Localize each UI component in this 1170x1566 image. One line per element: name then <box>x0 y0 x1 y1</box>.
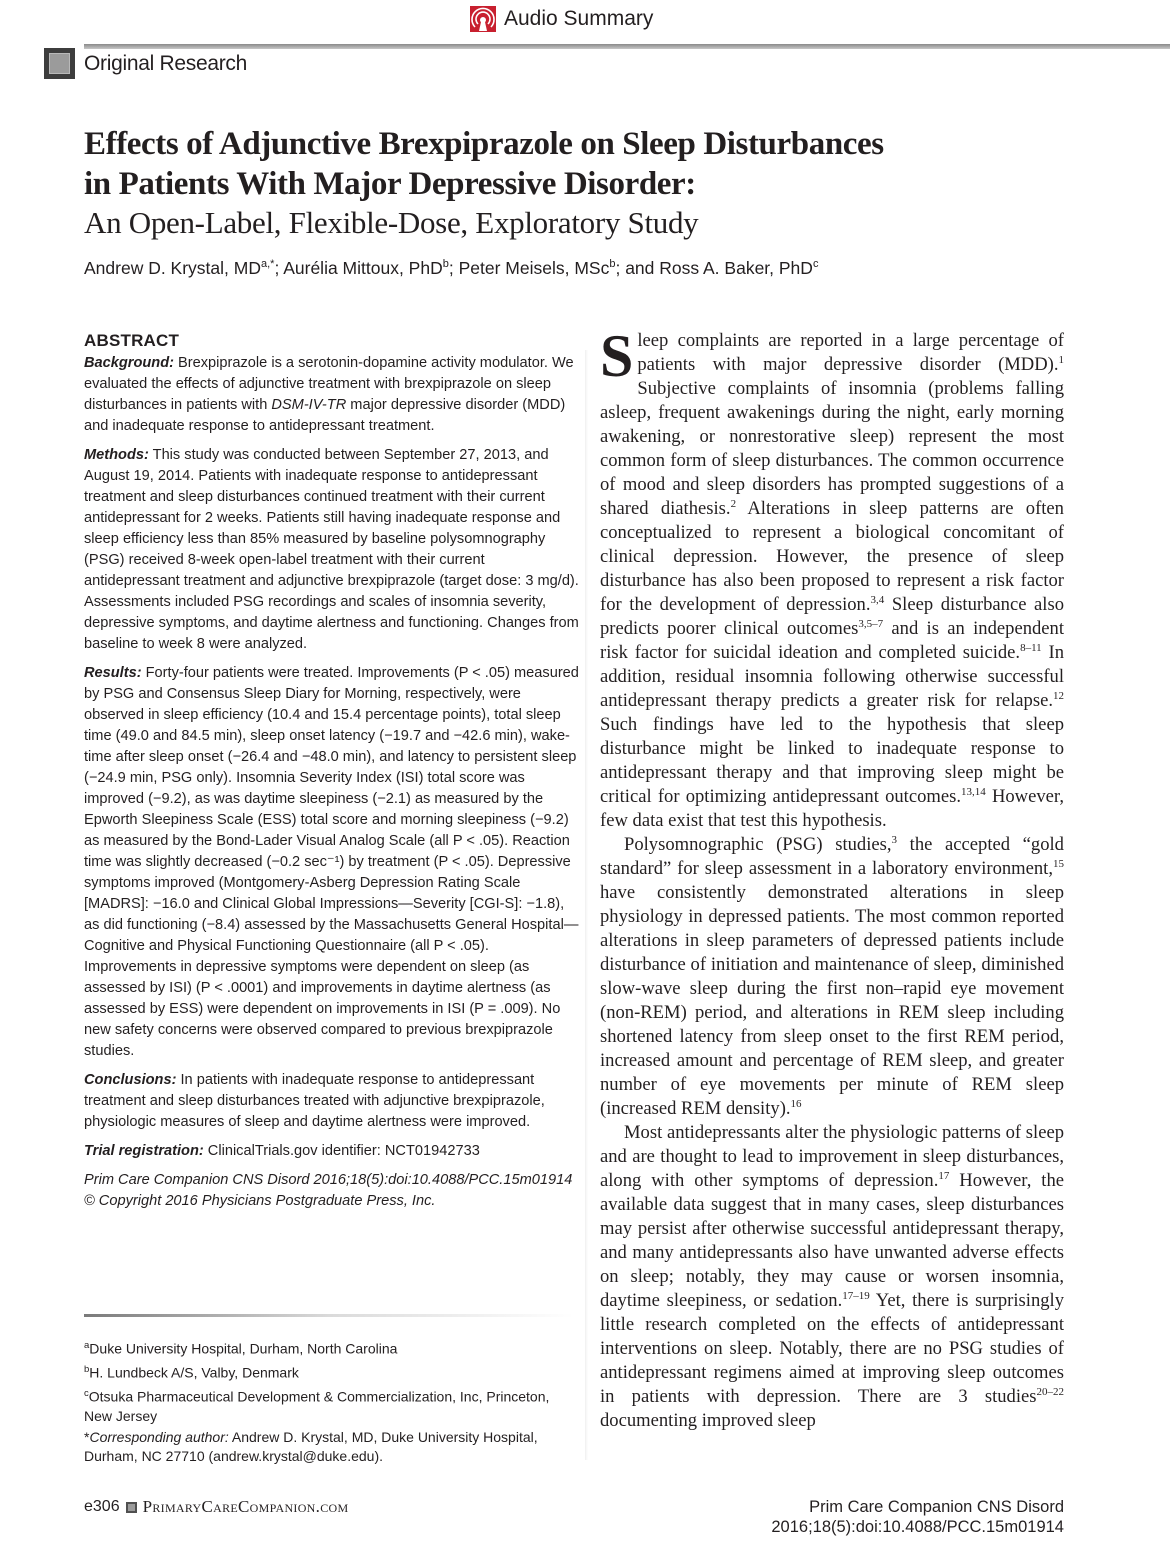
reference-superscript: 20–22 <box>1036 1385 1064 1398</box>
abstract <box>84 330 580 1212</box>
abstract-methods: Methods: This study was conducted between September 27, 2013, and August 19, 2014. Patients with inadequate response to antidepressant treatment and sleep disturbances continued treatment with their current antidepressant for 2 weeks. Patients still having inadequate response and sleep efficiency less than 85% measured by baseline polysomnography (PSG) received 8-week open-label treatment with their current antidepressant treatment and adjunctive brexpiprazole (target dose: 3 mg/d). Assessments included PSG recordings and scales of insomnia severity, depressive symptoms, and daytime alertness and functioning. Changes from baseline to week 8 were analyzed. <box>84 447 579 652</box>
section-label: Original Research <box>84 52 247 75</box>
abstract-conclusions: Conclusions: In patients with inadequate response to antidepressant treatment and sleep disturbances treated with adjunctive brexpiprazole, physiologic measures of sleep and daytime alertness were improved. <box>84 1072 545 1130</box>
column-divider <box>585 350 588 1460</box>
reference-superscript: 17 <box>938 1169 950 1182</box>
title-line-2: in Patients With Major Depressive Disorder: <box>84 166 696 202</box>
audio-broadcast-icon <box>470 6 496 32</box>
reference-superscript: 1 <box>1058 353 1064 366</box>
title-line-1: Effects of Adjunctive Brexpiprazole on Sleep Disturbances <box>84 126 884 162</box>
reference-superscript: 13,14 <box>960 785 986 798</box>
corresponding-author: *Corresponding author: Andrew D. Krystal, MD, Duke University Hospital, Durham, NC 27710 (andrew.krystal@duke.edu). <box>84 1428 538 1465</box>
author: Aurélia Mittoux, PhD$^b$ <box>283 258 449 278</box>
abstract-background: Background: Brexpiprazole is a serotonin-dopamine activity modulator. We evaluated the effects of adjunctive treatment with brexpiprazole on sleep disturbances in patients with DSM-IV-TR major depressive disorder (MDD) and inadequate response to antidepressant treatment. <box>84 355 574 434</box>
body-text <box>600 323 1065 1433</box>
footer-left <box>84 1497 348 1517</box>
affiliation: $^b$H. Lundbeck A/S, Valby, Denmark <box>84 1364 299 1381</box>
author-list: Andrew D. Krystal, $MD^{a,*}$; Aurélia Mittoux, PhD$^b$; Peter Meisels, MSc$^b$; and Ross A. Baker, PhD$^c$ <box>84 258 819 278</box>
author: and Ross A. Baker, PhD$^c$ <box>625 258 819 278</box>
header-rule <box>84 44 1170 49</box>
reference-superscript: 3,5–7 <box>858 617 884 630</box>
abstract-divider <box>84 1314 574 1317</box>
reference-superscript: 16 <box>790 1097 802 1110</box>
citation: Prim Care Companion CNS Disord 2016;18(5):doi:10.4088/PCC.15m01914 <box>84 1172 573 1188</box>
reference-superscript: 17–19 <box>842 1289 870 1302</box>
square-bullet-icon <box>126 1502 137 1513</box>
page-number: e306 <box>84 1498 120 1515</box>
body-paragraph-3: Most antidepressants alter the physiologic patterns of sleep and are thought to lead to improvement in sleep disturbances, along with other symptoms of depression.$^{17}$ However, the available data suggest that in many cases, sleep disturbances may persist after otherwise successful antidepressant therapy, and many antidepressants also have unwanted adverse effects on sleep; notably, they may cause or worsen insomnia, daytime sleepiness, or sedation.$^{17-19}$ Yet, there is surprisingly little research completed on the effects of antidepressant interventions on sleep. Notably, there are no PSG studies of antidepressant regimens aimed at improving sleep outcomes in patients with depression. There are 3 studies$^{20-22}$ documenting improved sleep <box>600 1122 1065 1431</box>
author: Peter Meisels, MSc$^b$ <box>458 258 616 278</box>
footer-citation <box>771 1497 1064 1537</box>
affiliation: $^a$Duke University Hospital, Durham, North Carolina <box>84 1340 398 1357</box>
affiliations <box>84 1336 580 1468</box>
journal-name: Prim Care Companion CNS Disord <box>809 1498 1064 1516</box>
body-paragraph-1: Sleep complaints are reported in a large percentage of patients with major depressive disorder (MDD).$^1$ Subjective complaints of insomnia (problems falling asleep, frequent awakenings during the night, early morning awakening, or nonrestorative sleep) represent the most common form of sleep disturbances. The common occurrence of mood and sleep disorders has prompted suggestions of a shared diathesis.$^2$ Alterations in sleep patterns are often conceptualized to represent a biological concomitant of clinical depression. However, the presence of sleep disturbance has also been proposed to represent a risk factor for the development of depression.$^{3,4}$ Sleep disturbance also predicts poorer clinical outcomes$^{3,5-7}$ and is an independent risk factor for suicidal ideation and completed suicide.$^{8-11}$ In addition, residual insomnia following otherwise successful antidepressant therapy predicts a greater risk for relapse.$^{12}$ Such findings have led to the hypothesis that sleep disturbance might be linked to inadequate response to antidepressant therapy and that improving sleep might be critical for optimizing antidepressant outcomes.$^{13,14}$ However, few data exist that test this hypothesis. <box>600 323 1065 831</box>
reference-superscript: 3,4 <box>870 593 885 606</box>
abstract-results: Results: Forty-four patients were treated. Improvements (P < .05) measured by PSG and Consensus Sleep Diary for Morning, respectively, were observed in sleep efficiency (10.4 and 15.4 percentage points), total sleep time (49.0 and 84.5 min), sleep onset latency (−19.7 and −42.6 min), wake-time after sleep onset (−26.4 and −48.0 min), and latency to persistent sleep (−24.9 min, PSG only). Insomnia Severity Index (ISI) total score was improved (−9.2), as was daytime sleepiness (−2.1) as measured by the Epworth Sleepiness Scale (ESS) total score and morning sleepiness (−9.2) as measured by the Bond-Lader Visual Analog Scale (all P < .05). Reaction time was slightly decreased (−0.2 sec⁻¹) by treatment (P < .05). Depressive symptoms improved (Montgomery-Asberg Depression Rating Scale [MADRS]: −16.0 and Clinical Global Impressions—Severity [CGI-S]: −1.8), as did functioning (−8.4) assessed by the Massachusetts General Hospital—Cognitive and Physical Functioning Questionnaire (all P < .05). Improvements in depressive symptoms were dependent on sleep (as assessed by ISI) (P < .0001) and improvements in daytime alertness (as assessed by ESS) were dependent on improvements in ISI (P = .009). No new safety concerns were observed compared to previous brexpiprazole studies. <box>84 665 579 1059</box>
journal-doi: 2016;18(5):doi:10.4088/PCC.15m01914 <box>771 1518 1064 1536</box>
abstract-heading: ABSTRACT <box>84 331 180 350</box>
reference-superscript: 15 <box>1053 857 1064 870</box>
copyright: © Copyright 2016 Physicians Postgraduate Press, Inc. <box>84 1193 436 1209</box>
square-badge-icon <box>44 48 75 79</box>
reference-superscript: 8–11 <box>1020 641 1042 654</box>
reference-superscript: 3 <box>891 833 898 846</box>
audio-summary-label: Audio Summary <box>504 7 654 30</box>
trial-registration: Trial registration: ClinicalTrials.gov identifier: NCT01942733 <box>84 1143 480 1159</box>
author: Andrew D. Krystal, $MD^{a,*}$ <box>84 258 275 278</box>
drop-cap: S <box>600 323 634 389</box>
body-paragraph-2: Polysomnographic (PSG) studies,$^3$ the accepted “gold standard” for sleep assessment in a laboratory environment,$^{15}$ have consistently demonstrated alterations in sleep physiology in depressed patients. The most common reported alterations in sleep parameters of depressed patients include disturbance of initiation and maintenance of sleep, diminished slow-wave sleep during the first non–rapid eye movement (non-REM) period, and alterations in REM sleep including shortened latency from sleep onset to the first REM period, increased amount and percentage of REM sleep, and greater number of eye movements per minute of REM sleep (increased REM density).$^{16}$ <box>600 833 1064 1119</box>
article-subtitle: An Open-Label, Flexible-Dose, Exploratory Study <box>84 205 699 240</box>
site-link[interactable]: PrimaryCareCompanion.com <box>142 1497 349 1516</box>
reference-superscript: 2 <box>730 497 737 510</box>
reference-superscript: 12 <box>1053 689 1064 702</box>
affiliation: $^c$Otsuka Pharmaceutical Development & Commercialization, Inc, Princeton, New Jersey <box>84 1388 550 1425</box>
audio-summary-link[interactable] <box>470 4 653 34</box>
article-title <box>84 124 984 204</box>
